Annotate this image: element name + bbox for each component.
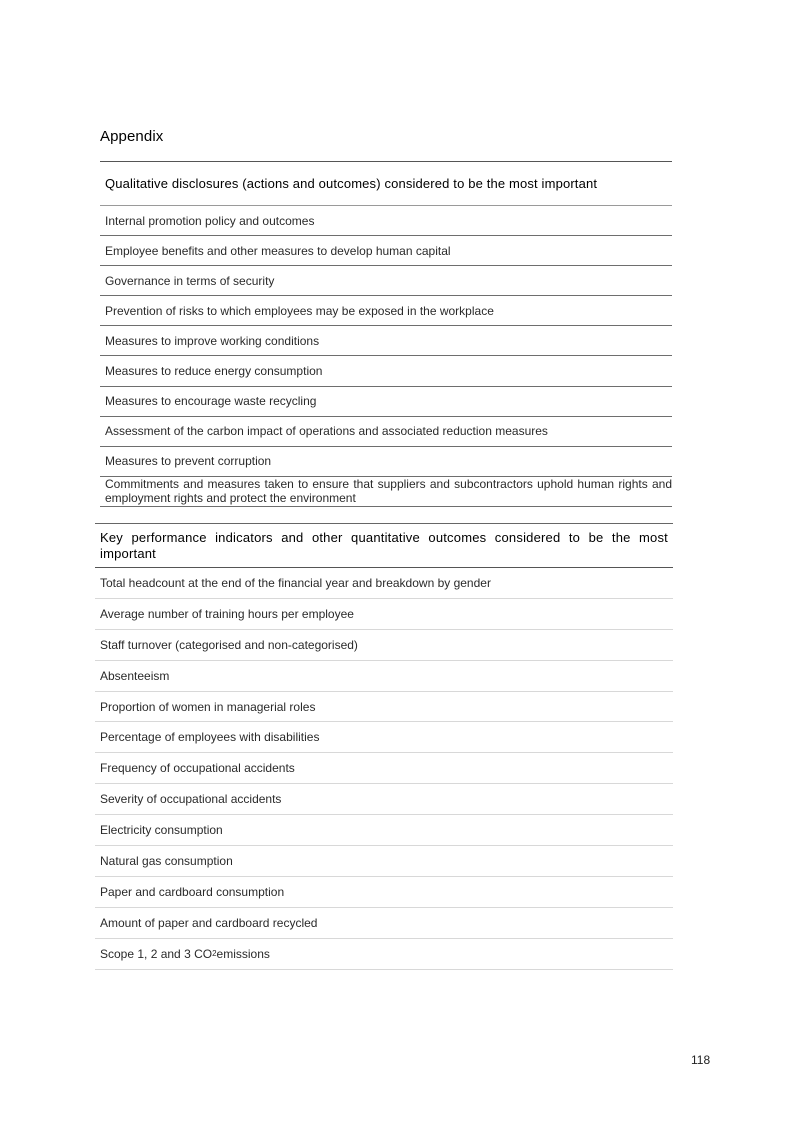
page-number: 118: [691, 1053, 711, 1067]
kpi-table: [95, 523, 673, 970]
table-row: Measures to encourage waste recycling: [100, 387, 672, 417]
table-row: Total headcount at the end of the financial year and breakdown by gender: [95, 568, 673, 599]
table-row: Assessment of the carbon impact of operations and associated reduction measures: [100, 417, 672, 447]
table-row: Measures to improve working conditions: [100, 326, 672, 356]
qualitative-disclosures-table: [100, 161, 672, 507]
page-title: Appendix: [100, 128, 164, 145]
emissions-label-prefix: Scope 1, 2 and 3 CO: [100, 946, 213, 961]
table-row: Absenteeism: [95, 661, 673, 692]
table-row: Proportion of women in managerial roles: [95, 692, 673, 723]
table-row: [95, 939, 673, 970]
table-row: Internal promotion policy and outcomes: [100, 206, 672, 236]
emissions-label-suffix: emissions: [216, 946, 270, 961]
table-row: [100, 477, 672, 507]
table-row: Electricity consumption: [95, 815, 673, 846]
table-row-text: Commitments and measures taken to ensure that suppliers and subcontractors uphold human rights and employment rights and protect the environment: [105, 477, 672, 506]
qualitative-disclosures-heading: Qualitative disclosures (actions and outcomes) considered to be the most important: [100, 162, 672, 206]
table-row: Severity of occupational accidents: [95, 784, 673, 815]
table-row: Amount of paper and cardboard recycled: [95, 908, 673, 939]
table-row: Percentage of employees with disabilities: [95, 722, 673, 753]
table-row: Prevention of risks to which employees may be exposed in the workplace: [100, 296, 672, 326]
table-row: Staff turnover (categorised and non-categorised): [95, 630, 673, 661]
table-row: Governance in terms of security: [100, 266, 672, 296]
table-row: Measures to prevent corruption: [100, 447, 672, 477]
table-row: Paper and cardboard consumption: [95, 877, 673, 908]
table-row: Average number of training hours per employee: [95, 599, 673, 630]
table-row: Frequency of occupational accidents: [95, 753, 673, 784]
emissions-label-subscript: 2: [212, 949, 217, 959]
kpi-heading: Key performance indicators and other quantitative outcomes considered to be the most important: [95, 524, 673, 568]
table-row: Employee benefits and other measures to develop human capital: [100, 236, 672, 266]
table-row: Measures to reduce energy consumption: [100, 356, 672, 386]
table-row: Natural gas consumption: [95, 846, 673, 877]
